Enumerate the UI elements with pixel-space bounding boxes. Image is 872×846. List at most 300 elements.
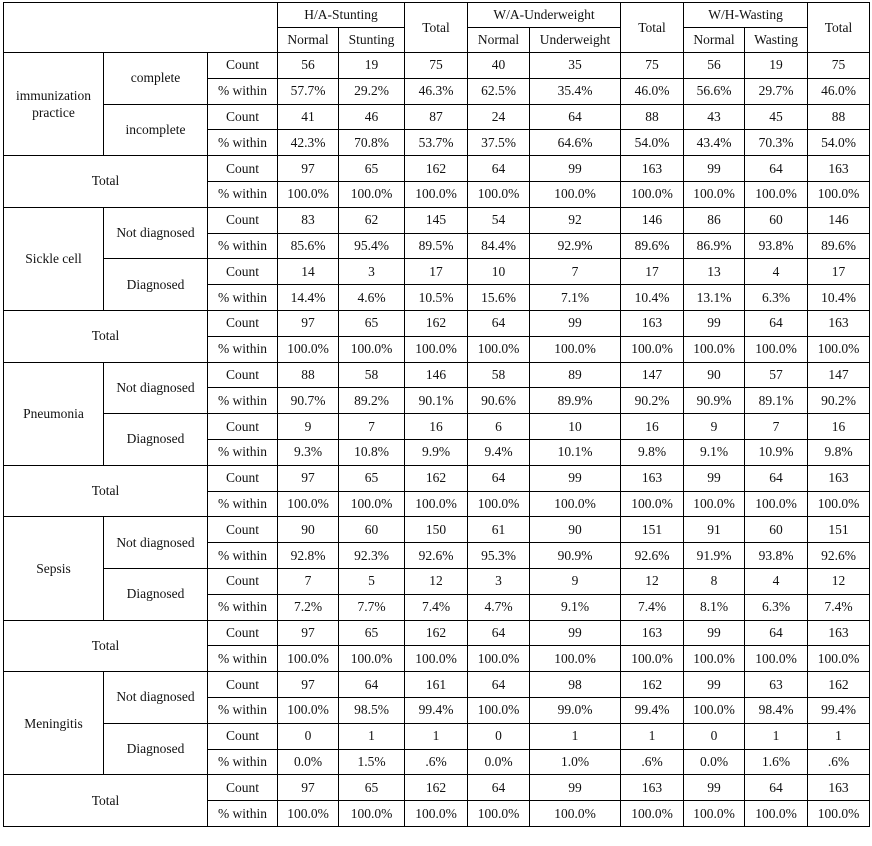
statistic-label: % within [208, 543, 278, 569]
value-cell: 90.2% [621, 388, 684, 414]
row-variable-label: Sepsis [4, 517, 104, 620]
value-cell: 9 [684, 414, 745, 440]
value-cell: 100.0% [339, 646, 405, 672]
value-cell: 0.0% [278, 749, 339, 775]
statistic-label: % within [208, 801, 278, 827]
value-cell: 37.5% [468, 130, 530, 156]
value-cell: 0 [468, 723, 530, 749]
value-cell: 97 [278, 620, 339, 646]
value-cell: 163 [808, 775, 870, 801]
value-cell: 100.0% [684, 181, 745, 207]
table-row-total [4, 465, 870, 491]
value-cell: 70.3% [745, 130, 808, 156]
value-cell: 89.5% [405, 233, 468, 259]
statistic-label: % within [208, 285, 278, 311]
value-cell: 100.0% [405, 336, 468, 362]
value-cell: 151 [808, 517, 870, 543]
value-cell: 7.1% [530, 285, 621, 311]
value-cell: 7 [530, 259, 621, 285]
value-cell: 88 [278, 362, 339, 388]
value-cell: 24 [468, 104, 530, 130]
statistic-label: % within [208, 439, 278, 465]
table-row [4, 568, 870, 594]
value-cell: 162 [808, 672, 870, 698]
table-row-total [4, 310, 870, 336]
statistic-label: Count [208, 259, 278, 285]
value-cell: 9.3% [278, 439, 339, 465]
value-cell: 161 [405, 672, 468, 698]
value-cell: 16 [405, 414, 468, 440]
value-cell: 100.0% [468, 491, 530, 517]
value-cell: 8.1% [684, 594, 745, 620]
value-cell: 100.0% [684, 646, 745, 672]
table-row [4, 53, 870, 79]
value-cell: 162 [405, 156, 468, 182]
value-cell: 65 [339, 620, 405, 646]
value-cell: 65 [339, 775, 405, 801]
statistic-label: Count [208, 568, 278, 594]
value-cell: 163 [808, 465, 870, 491]
value-cell: 93.8% [745, 233, 808, 259]
value-cell: 162 [621, 672, 684, 698]
table-body [4, 53, 870, 827]
value-cell: 163 [621, 310, 684, 336]
value-cell: 17 [808, 259, 870, 285]
table-row [4, 672, 870, 698]
value-cell: 41 [278, 104, 339, 130]
statistic-label: % within [208, 749, 278, 775]
value-cell: 6.3% [745, 285, 808, 311]
value-cell: 90.6% [468, 388, 530, 414]
col-header-underweight: Underweight [530, 28, 621, 53]
group-header-wasting: W/H-Wasting [684, 3, 808, 28]
value-cell: 100.0% [808, 646, 870, 672]
statistic-label: Count [208, 723, 278, 749]
value-cell: 16 [621, 414, 684, 440]
value-cell: 19 [339, 53, 405, 79]
table-row-total [4, 775, 870, 801]
value-cell: 64 [745, 156, 808, 182]
value-cell: 10.1% [530, 439, 621, 465]
value-cell: 7 [278, 568, 339, 594]
value-cell: 162 [405, 465, 468, 491]
value-cell: 9 [278, 414, 339, 440]
value-cell: 60 [745, 207, 808, 233]
value-cell: 92.3% [339, 543, 405, 569]
value-cell: 98.4% [745, 697, 808, 723]
value-cell: 97 [278, 465, 339, 491]
value-cell: 84.4% [468, 233, 530, 259]
value-cell: 46.3% [405, 78, 468, 104]
value-cell: 6.3% [745, 594, 808, 620]
value-cell: 99 [684, 620, 745, 646]
value-cell: 64 [468, 620, 530, 646]
value-cell: 1 [530, 723, 621, 749]
table-header [4, 3, 870, 53]
statistic-label: % within [208, 130, 278, 156]
value-cell: 100.0% [745, 801, 808, 827]
value-cell: 100.0% [745, 181, 808, 207]
value-cell: 0 [278, 723, 339, 749]
value-cell: 100.0% [468, 697, 530, 723]
value-cell: 90.9% [530, 543, 621, 569]
statistic-label: % within [208, 697, 278, 723]
value-cell: 100.0% [339, 336, 405, 362]
value-cell: 29.2% [339, 78, 405, 104]
total-header-stunting: Total [405, 3, 468, 53]
value-cell: 13 [684, 259, 745, 285]
value-cell: 95.3% [468, 543, 530, 569]
value-cell: 86 [684, 207, 745, 233]
value-cell: 100.0% [530, 491, 621, 517]
row-level-label: Not diagnosed [104, 362, 208, 414]
value-cell: 100.0% [808, 181, 870, 207]
value-cell: 92.9% [530, 233, 621, 259]
row-level-label: Diagnosed [104, 414, 208, 466]
value-cell: 7 [745, 414, 808, 440]
value-cell: 8 [684, 568, 745, 594]
value-cell: 99.4% [405, 697, 468, 723]
row-level-label: Diagnosed [104, 259, 208, 311]
value-cell: 99 [684, 310, 745, 336]
value-cell: 64 [468, 775, 530, 801]
value-cell: 88 [808, 104, 870, 130]
statistic-label: % within [208, 646, 278, 672]
value-cell: 100.0% [530, 336, 621, 362]
total-label: Total [4, 310, 208, 362]
value-cell: 99 [684, 775, 745, 801]
statistic-label: Count [208, 207, 278, 233]
col-header-wasting: Wasting [745, 28, 808, 53]
value-cell: 163 [808, 156, 870, 182]
value-cell: 42.3% [278, 130, 339, 156]
value-cell: 64 [468, 156, 530, 182]
value-cell: 162 [405, 775, 468, 801]
col-header-underweight-normal: Normal [468, 28, 530, 53]
value-cell: 64 [468, 465, 530, 491]
value-cell: 46.0% [808, 78, 870, 104]
value-cell: 85.6% [278, 233, 339, 259]
value-cell: 9.1% [684, 439, 745, 465]
value-cell: 10 [468, 259, 530, 285]
total-label: Total [4, 156, 208, 208]
total-label: Total [4, 465, 208, 517]
value-cell: 92.8% [278, 543, 339, 569]
value-cell: 93.8% [745, 543, 808, 569]
value-cell: 99 [530, 620, 621, 646]
table-row-total [4, 156, 870, 182]
value-cell: 89.6% [808, 233, 870, 259]
value-cell: 100.0% [684, 697, 745, 723]
value-cell: 100.0% [530, 801, 621, 827]
value-cell: 64 [530, 104, 621, 130]
statistic-label: % within [208, 388, 278, 414]
value-cell: 9.9% [405, 439, 468, 465]
value-cell: 43.4% [684, 130, 745, 156]
value-cell: 162 [405, 310, 468, 336]
value-cell: 46.0% [621, 78, 684, 104]
row-level-label: Not diagnosed [104, 517, 208, 569]
statistic-label: Count [208, 775, 278, 801]
row-variable-label: Sickle cell [4, 207, 104, 310]
value-cell: 100.0% [684, 336, 745, 362]
statistic-label: % within [208, 594, 278, 620]
col-header-stunting: Stunting [339, 28, 405, 53]
value-cell: 83 [278, 207, 339, 233]
value-cell: 98.5% [339, 697, 405, 723]
value-cell: 0.0% [684, 749, 745, 775]
value-cell: 100.0% [684, 801, 745, 827]
value-cell: 16 [808, 414, 870, 440]
value-cell: 1.6% [745, 749, 808, 775]
value-cell: 7.4% [405, 594, 468, 620]
value-cell: 90.2% [808, 388, 870, 414]
value-cell: 9.8% [808, 439, 870, 465]
value-cell: 97 [278, 775, 339, 801]
value-cell: 99 [684, 672, 745, 698]
value-cell: .6% [405, 749, 468, 775]
value-cell: 100.0% [405, 801, 468, 827]
value-cell: 100.0% [339, 491, 405, 517]
value-cell: 54.0% [808, 130, 870, 156]
value-cell: 15.6% [468, 285, 530, 311]
value-cell: 100.0% [621, 336, 684, 362]
statistic-label: Count [208, 104, 278, 130]
value-cell: 99 [530, 775, 621, 801]
value-cell: 65 [339, 156, 405, 182]
value-cell: 0 [684, 723, 745, 749]
total-label: Total [4, 775, 208, 827]
value-cell: 100.0% [278, 801, 339, 827]
value-cell: 100.0% [621, 801, 684, 827]
value-cell: 5 [339, 568, 405, 594]
value-cell: 89 [530, 362, 621, 388]
value-cell: 163 [808, 620, 870, 646]
value-cell: 1 [621, 723, 684, 749]
table-row [4, 723, 870, 749]
value-cell: 100.0% [530, 181, 621, 207]
crosstab-table [3, 2, 870, 827]
table-row [4, 517, 870, 543]
value-cell: 4.6% [339, 285, 405, 311]
value-cell: 92.6% [621, 543, 684, 569]
value-cell: 87 [405, 104, 468, 130]
value-cell: 100.0% [808, 336, 870, 362]
value-cell: 99 [530, 465, 621, 491]
col-header-wasting-normal: Normal [684, 28, 745, 53]
value-cell: 100.0% [405, 491, 468, 517]
value-cell: 147 [621, 362, 684, 388]
value-cell: 10 [530, 414, 621, 440]
statistic-label: % within [208, 491, 278, 517]
table-row [4, 207, 870, 233]
value-cell: 54 [468, 207, 530, 233]
value-cell: 100.0% [278, 491, 339, 517]
value-cell: 12 [405, 568, 468, 594]
value-cell: 1.5% [339, 749, 405, 775]
value-cell: 100.0% [745, 646, 808, 672]
value-cell: 4 [745, 259, 808, 285]
value-cell: 91.9% [684, 543, 745, 569]
value-cell: 9.1% [530, 594, 621, 620]
value-cell: 3 [339, 259, 405, 285]
value-cell: 35.4% [530, 78, 621, 104]
value-cell: 10.4% [808, 285, 870, 311]
value-cell: 90.9% [684, 388, 745, 414]
value-cell: 100.0% [468, 336, 530, 362]
row-variable-label: Pneumonia [4, 362, 104, 465]
value-cell: 162 [405, 620, 468, 646]
value-cell: 64 [745, 620, 808, 646]
value-cell: 99.0% [530, 697, 621, 723]
row-level-label: Diagnosed [104, 568, 208, 620]
value-cell: 6 [468, 414, 530, 440]
value-cell: 100.0% [468, 181, 530, 207]
value-cell: 7.7% [339, 594, 405, 620]
value-cell: 92.6% [808, 543, 870, 569]
table-row [4, 104, 870, 130]
statistic-label: % within [208, 336, 278, 362]
value-cell: 100.0% [745, 336, 808, 362]
value-cell: 40 [468, 53, 530, 79]
value-cell: 1 [339, 723, 405, 749]
value-cell: 1 [405, 723, 468, 749]
value-cell: 89.6% [621, 233, 684, 259]
value-cell: 58 [468, 362, 530, 388]
value-cell: .6% [808, 749, 870, 775]
value-cell: 163 [808, 310, 870, 336]
value-cell: 56.6% [684, 78, 745, 104]
total-header-underweight: Total [621, 3, 684, 53]
table-row-total [4, 620, 870, 646]
value-cell: 88 [621, 104, 684, 130]
value-cell: 10.9% [745, 439, 808, 465]
value-cell: 56 [684, 53, 745, 79]
value-cell: 163 [621, 465, 684, 491]
value-cell: 9.8% [621, 439, 684, 465]
statistic-label: % within [208, 181, 278, 207]
value-cell: 89.1% [745, 388, 808, 414]
value-cell: 1 [745, 723, 808, 749]
value-cell: 7 [339, 414, 405, 440]
value-cell: 14 [278, 259, 339, 285]
value-cell: 90 [530, 517, 621, 543]
value-cell: 100.0% [621, 491, 684, 517]
value-cell: 62.5% [468, 78, 530, 104]
value-cell: 64.6% [530, 130, 621, 156]
value-cell: 100.0% [278, 336, 339, 362]
value-cell: 95.4% [339, 233, 405, 259]
statistic-label: Count [208, 517, 278, 543]
table-row [4, 259, 870, 285]
value-cell: 7.4% [808, 594, 870, 620]
value-cell: 53.7% [405, 130, 468, 156]
value-cell: 99.4% [621, 697, 684, 723]
value-cell: 7.2% [278, 594, 339, 620]
value-cell: 43 [684, 104, 745, 130]
value-cell: 100.0% [339, 801, 405, 827]
value-cell: 146 [405, 362, 468, 388]
value-cell: 100.0% [405, 646, 468, 672]
value-cell: 56 [278, 53, 339, 79]
value-cell: 75 [405, 53, 468, 79]
value-cell: 90 [278, 517, 339, 543]
value-cell: 17 [621, 259, 684, 285]
value-cell: 10.4% [621, 285, 684, 311]
value-cell: 100.0% [278, 181, 339, 207]
value-cell: 12 [808, 568, 870, 594]
value-cell: 147 [808, 362, 870, 388]
value-cell: 61 [468, 517, 530, 543]
value-cell: 92.6% [405, 543, 468, 569]
total-label: Total [4, 620, 208, 672]
value-cell: 97 [278, 156, 339, 182]
row-level-label: Not diagnosed [104, 207, 208, 259]
group-header-underweight: W/A-Underweight [468, 3, 621, 28]
value-cell: 90.7% [278, 388, 339, 414]
value-cell: 98 [530, 672, 621, 698]
value-cell: 4.7% [468, 594, 530, 620]
value-cell: 99 [684, 465, 745, 491]
value-cell: 89.2% [339, 388, 405, 414]
value-cell: 163 [621, 156, 684, 182]
value-cell: 70.8% [339, 130, 405, 156]
value-cell: 97 [278, 310, 339, 336]
value-cell: 65 [339, 310, 405, 336]
value-cell: 91 [684, 517, 745, 543]
value-cell: 46 [339, 104, 405, 130]
value-cell: 100.0% [808, 491, 870, 517]
table-row [4, 414, 870, 440]
value-cell: 64 [468, 672, 530, 698]
value-cell: 100.0% [468, 646, 530, 672]
group-header-stunting: H/A-Stunting [278, 3, 405, 28]
value-cell: 151 [621, 517, 684, 543]
value-cell: 100.0% [745, 491, 808, 517]
value-cell: 64 [745, 775, 808, 801]
value-cell: 100.0% [339, 181, 405, 207]
row-variable-label: Meningitis [4, 672, 104, 775]
col-header-stunting-normal: Normal [278, 28, 339, 53]
value-cell: 100.0% [621, 646, 684, 672]
value-cell: .6% [621, 749, 684, 775]
statistic-label: % within [208, 78, 278, 104]
row-variable-label: immunization practice [4, 53, 104, 156]
value-cell: 1.0% [530, 749, 621, 775]
value-cell: 89.9% [530, 388, 621, 414]
value-cell: 54.0% [621, 130, 684, 156]
value-cell: 10.8% [339, 439, 405, 465]
statistic-label: Count [208, 672, 278, 698]
value-cell: 100.0% [621, 181, 684, 207]
value-cell: 100.0% [684, 491, 745, 517]
row-level-label: incomplete [104, 104, 208, 156]
value-cell: 14.4% [278, 285, 339, 311]
row-level-label: Diagnosed [104, 723, 208, 775]
value-cell: 12 [621, 568, 684, 594]
value-cell: 64 [745, 465, 808, 491]
value-cell: 9.4% [468, 439, 530, 465]
value-cell: 90 [684, 362, 745, 388]
value-cell: 58 [339, 362, 405, 388]
value-cell: 63 [745, 672, 808, 698]
statistic-label: % within [208, 233, 278, 259]
value-cell: 3 [468, 568, 530, 594]
value-cell: 57.7% [278, 78, 339, 104]
value-cell: 17 [405, 259, 468, 285]
value-cell: 99 [684, 156, 745, 182]
value-cell: 99 [530, 310, 621, 336]
